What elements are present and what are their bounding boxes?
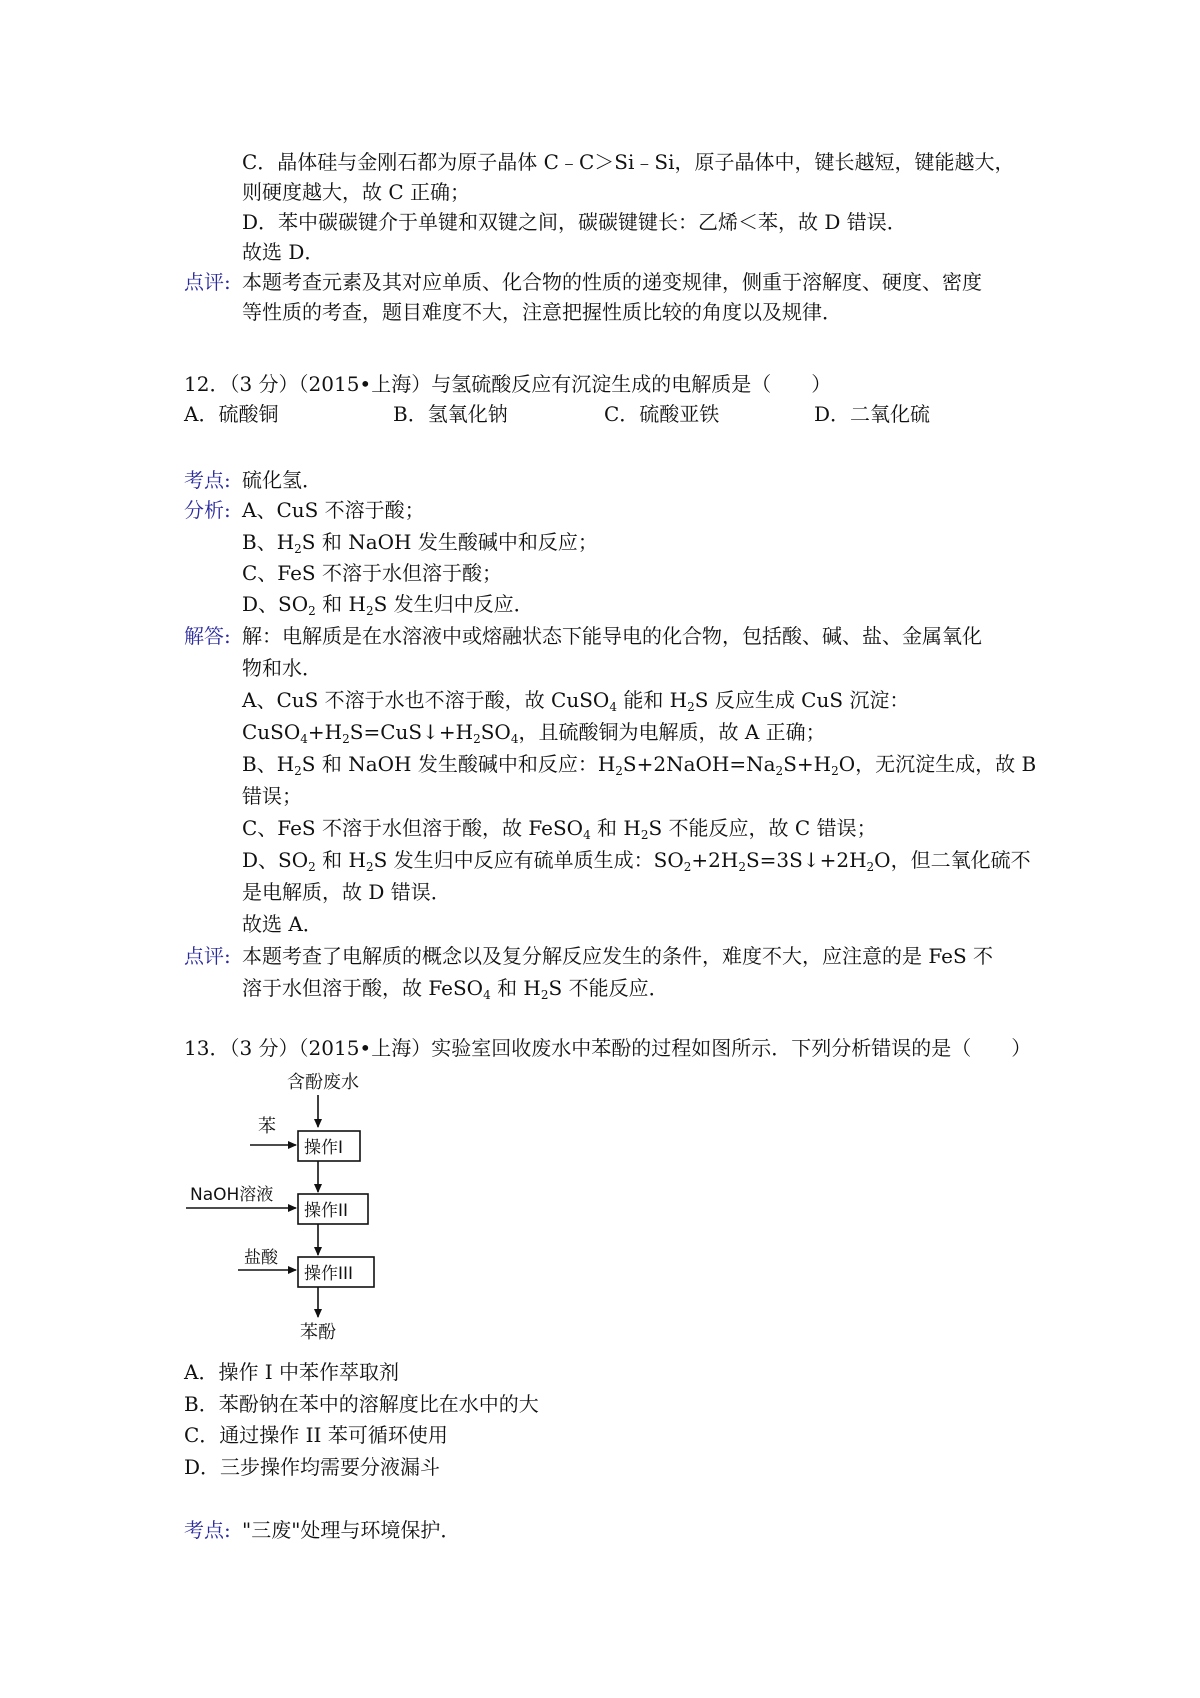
q12-fenxi-a: A、CuS 不溶于酸； [242, 498, 425, 522]
q12-jieda-equation: $CuSO_4+H_2S=CuS↓+H_2SO_4$，且硫酸铜为电解质，故 A 正确； [242, 720, 826, 746]
q12-answer: 故选 A． [242, 912, 323, 936]
q12-kaodian: 硫化氢． [242, 468, 322, 492]
prev-option-d: D．苯中碳碳键介于单键和双键之间，碳碳键键长：乙烯＜苯，故 D 错误． [242, 210, 907, 234]
q13-option-a: A．操作 I 中苯作萃取剂 [184, 1360, 400, 1384]
q12-dianping-line2: 溶于水但溶于酸，故 FeSO$_4$ 和 $H_2S$ 不能反应． [242, 976, 669, 1002]
q13-kaodian-label: 考点: [184, 1518, 231, 1542]
q12-jieda-d: D、$SO_2$ 和 $H_2S$ 发生归中反应有硫单质生成：$SO_2+2H_2S=3S↓+2H_2O$，但二氧化硫不 [242, 848, 1031, 874]
q12-fenxi-b: B、$H_2S$ 和 NaOH 发生酸碱中和反应； [242, 530, 598, 556]
diagram-op3-label: 操作III [304, 1264, 354, 1284]
prev-option-c-line1: C．晶体硅与金刚石都为原子晶体 C﹣C＞Si﹣Si，原子晶体中，键长越短，键能越大， [242, 150, 1015, 174]
flow-diagram [184, 1068, 444, 1343]
q12-dianping-line1: 本题考查了电解质的概念以及复分解反应发生的条件，难度不大，应注意的是 FeS 不 [242, 944, 994, 968]
q12-jieda-line2: 物和水． [242, 656, 322, 680]
prev-dianping-line2: 等性质的考查，题目难度不大，注意把握性质比较的角度以及规律． [242, 300, 842, 324]
q12-option-b: B．氢氧化钠 [393, 402, 508, 426]
q12-jieda-label: 解答: [184, 624, 231, 648]
diagram-op2-label: 操作II [304, 1201, 349, 1221]
prev-dianping-label: 点评: [184, 270, 231, 294]
q13-option-c: C．通过操作 II 苯可循环使用 [184, 1423, 448, 1447]
q12-option-c: C．硫酸亚铁 [604, 402, 720, 426]
q12-jieda-d-line2: 是电解质，故 D 错误． [242, 880, 451, 904]
diagram-start: 含酚废水 [287, 1072, 359, 1093]
diagram-reagent-benzene: 苯 [258, 1116, 276, 1137]
diagram-reagent-naoh: NaOH溶液 [190, 1185, 274, 1205]
q12-jieda-b: B、$H_2S$ 和 NaOH 发生酸碱中和反应：$H_2S+2NaOH=Na_2S+H_2O$，无沉淀生成，故 B [242, 752, 1037, 778]
diagram-product: 苯酚 [300, 1322, 336, 1343]
q12-jieda-line1: 解：电解质是在水溶液中或熔融状态下能导电的化合物，包括酸、碱、盐、金属氧化 [242, 624, 982, 648]
q12-jieda-a: A、CuS 不溶于水也不溶于酸，故 CuSO$_4$ 能和 $H_2S$ 反应生成 CuS 沉淀： [242, 688, 910, 714]
prev-answer: 故选 D． [242, 240, 325, 264]
q12-jieda-b-line2: 错误； [242, 784, 302, 808]
diagram-op1-label: 操作I [304, 1138, 344, 1158]
q12-dianping-label: 点评: [184, 944, 231, 968]
q12-fenxi-d: D、$SO_2$ 和 $H_2S$ 发生归中反应． [242, 592, 534, 618]
q12-kaodian-label: 考点: [184, 468, 231, 492]
prev-dianping-line1: 本题考查元素及其对应单质、化合物的性质的递变规律，侧重于溶解度、硬度、密度 [242, 270, 982, 294]
q13-option-b: B．苯酚钠在苯中的溶解度比在水中的大 [184, 1392, 539, 1416]
q12-stem: 12．（3 分）（2015•上海）与氢硫酸反应有沉淀生成的电解质是（ ） [184, 372, 832, 396]
prev-option-c-line2: 则硬度越大，故 C 正确； [242, 180, 471, 204]
q13-kaodian: "三废"处理与环境保护． [242, 1518, 461, 1542]
q12-jieda-c: C、FeS 不溶于水但溶于酸，故 FeSO$_4$ 和 $H_2S$ 不能反应，故 C 错误； [242, 816, 877, 842]
q13-option-d: D．三步操作均需要分液漏斗 [184, 1455, 441, 1479]
q12-fenxi-c: C、FeS 不溶于水但溶于酸； [242, 561, 502, 585]
diagram-reagent-hcl: 盐酸 [244, 1248, 278, 1268]
q13-stem: 13．（3 分）（2015•上海）实验室回收废水中苯酚的过程如图所示．下列分析错误的是（ ） [184, 1036, 1032, 1060]
q12-option-a: A．硫酸铜 [184, 402, 279, 426]
q12-option-d: D．二氧化硫 [814, 402, 931, 426]
q12-fenxi-label: 分析: [184, 498, 231, 522]
